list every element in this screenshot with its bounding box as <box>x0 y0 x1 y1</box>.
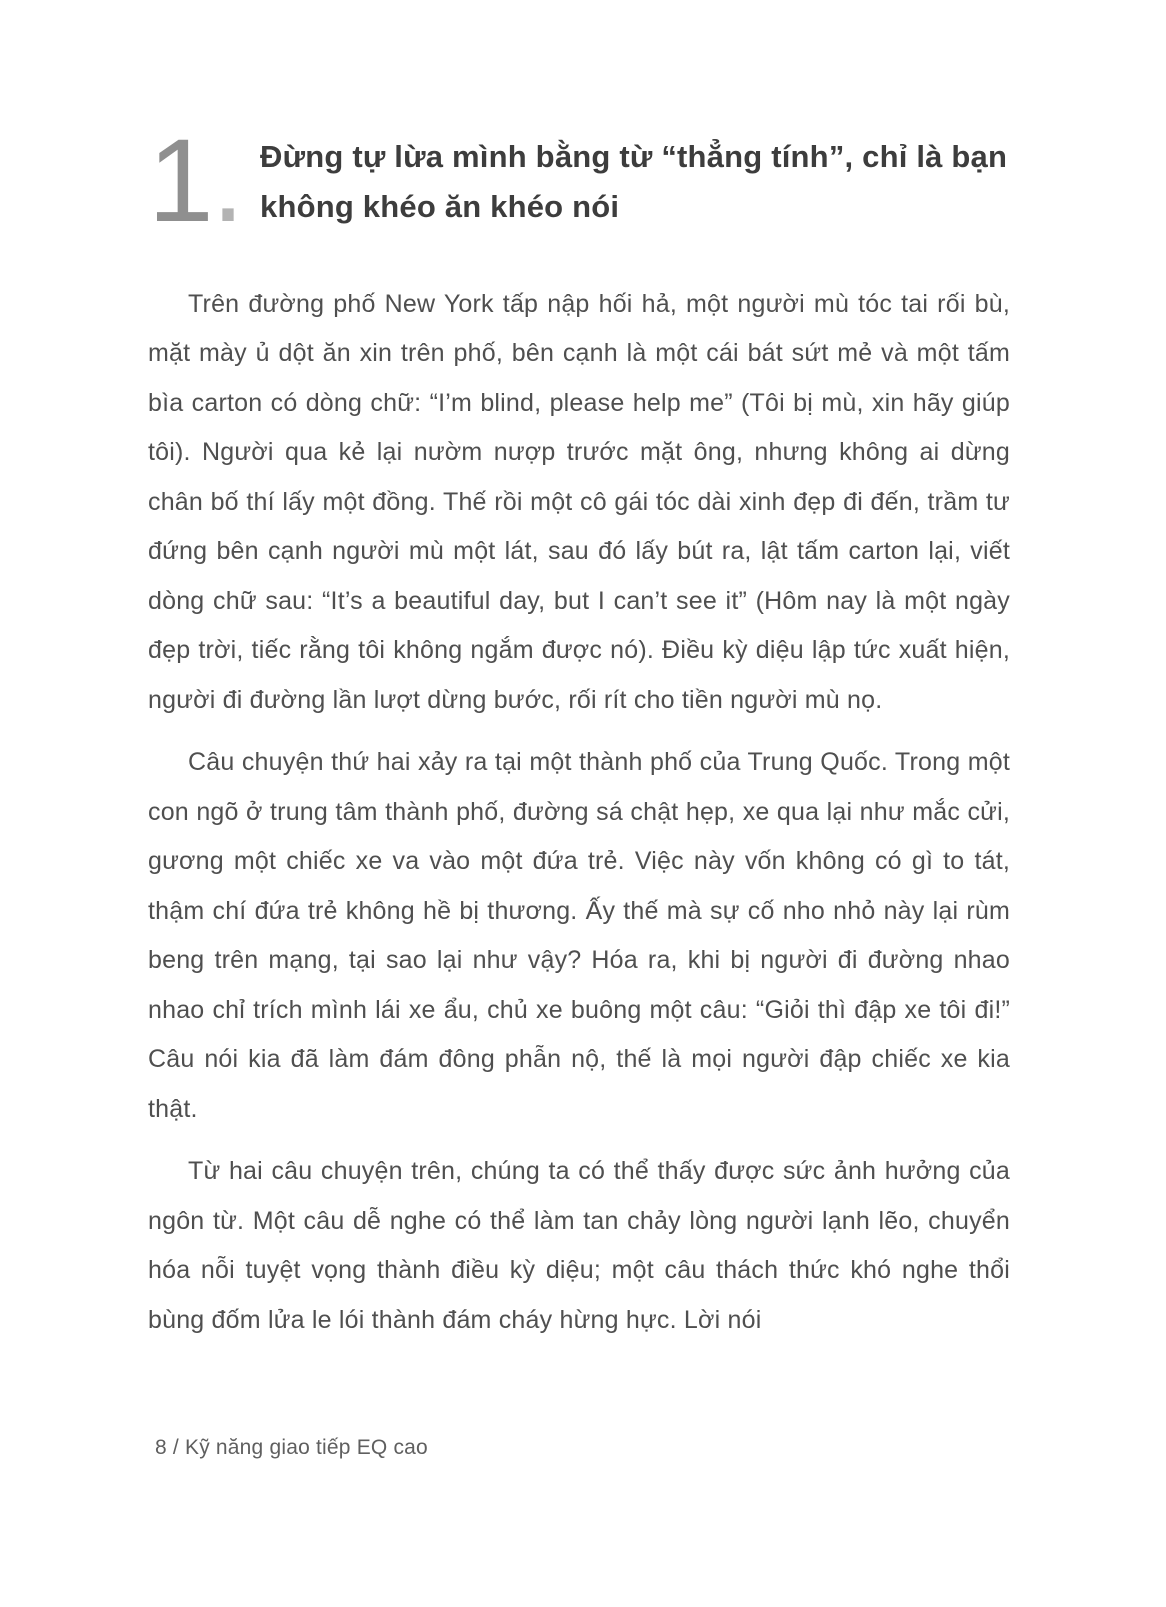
paragraph-1: Trên đường phố New York tấp nập hối hả, một người mù tóc tai rối bù, mặt mày ủ dột ăn xin trên phố, bên cạnh là một cái bát sứt mẻ và một tấm bìa carton có dòng chữ: “I’m blind, please help me” (Tôi bị mù, xin hãy giúp tôi). Người qua kẻ lại nườm nượp trước mặt ông, nhưng không ai dừng chân bố thí lấy một đồng. Thế rồi một cô gái tóc dài xinh đẹp đi đến, trầm tư đứng bên cạnh người mù một lát, sau đó lấy bút ra, lật tấm carton lại, viết dòng chữ sau: “It’s a beautiful day, but I can’t see it” (Hôm nay là một ngày đẹp trời, tiếc rằng tôi không ngắm được nó). Điều kỳ diệu lập tức xuất hiện, người đi đường lần lượt dừng bước, rối rít cho tiền người mù nọ. <box>148 289 1010 714</box>
chapter-number-digit: 1 <box>148 115 212 247</box>
chapter-title: Đừng tự lừa mình bằng từ “thẳng tính”, chỉ là bạn không khéo ăn khéo nói <box>260 139 1008 225</box>
paragraph-3: Từ hai câu chuyện trên, chúng ta có thể thấy được sức ảnh hưởng của ngôn từ. Một câu dễ nghe có thể làm tan chảy lòng người lạnh lẽo, chuyển hóa nỗi tuyệt vọng thành điều kỳ diệu; một câu thách thức khó nghe thổi bùng đốm lửa le lói thành đám cháy hừng hực. Lời nói <box>148 1157 1010 1334</box>
chapter-number <box>148 115 260 247</box>
chapter-number-dot: . <box>211 115 243 247</box>
chapter-header <box>148 115 1010 247</box>
body-text <box>148 280 1010 1346</box>
page-footer: 8 / Kỹ năng giao tiếp EQ cao <box>155 1436 428 1459</box>
paragraph-2: Câu chuyện thứ hai xảy ra tại một thành phố của Trung Quốc. Trong một con ngõ ở trung tâm thành phố, đường sá chật hẹp, xe qua lại như mắc cửi, gương một chiếc xe va vào một đứa trẻ. Việc này vốn không có gì to tát, thậm chí đứa trẻ không hề bị thương. Ấy thế mà sự cố nho nhỏ này lại rùm beng trên mạng, tại sao lại như vậy? Hóa ra, khi bị người đi đường nhao nhao chỉ trích mình lái xe ẩu, chủ xe buông một câu: “Giỏi thì đập xe tôi đi!” Câu nói kia đã làm đám đông phẫn nộ, thế là mọi người đập chiếc xe kia thật. <box>148 748 1010 1123</box>
